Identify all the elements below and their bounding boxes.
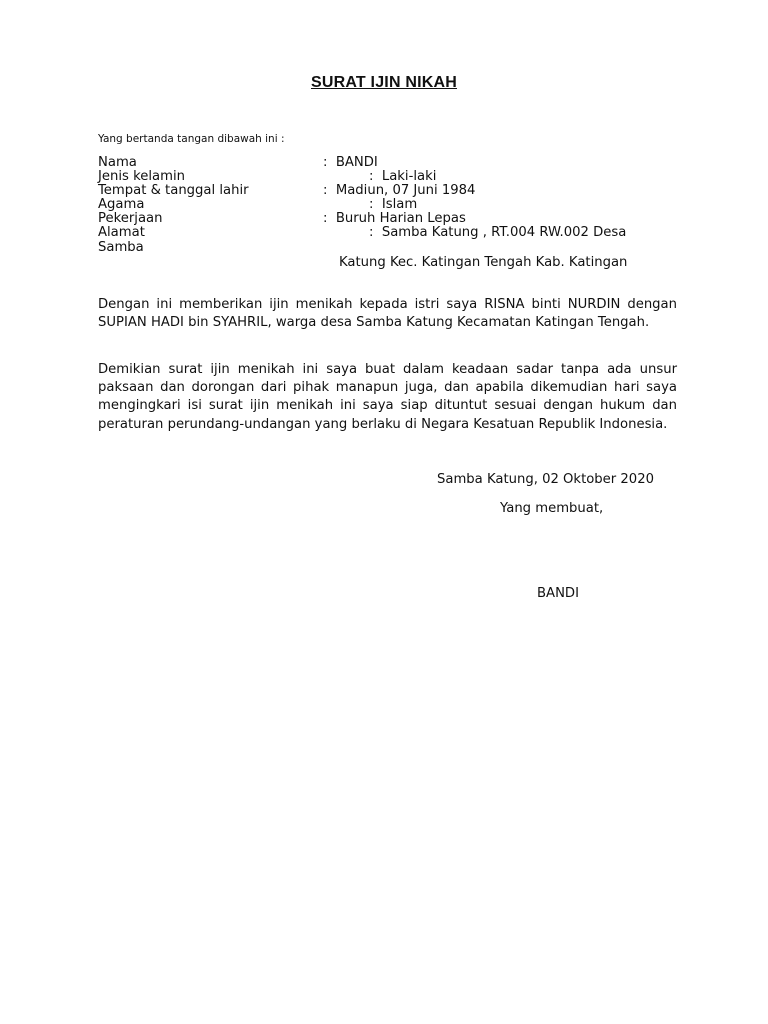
field-value: Laki-laki bbox=[381, 169, 437, 184]
field-separator: : bbox=[369, 169, 374, 184]
field-value: Madiun, 07 Juni 1984 bbox=[335, 183, 476, 198]
field-separator: : bbox=[369, 225, 374, 240]
field-value: Samba Katung , RT.004 RW.002 Desa bbox=[381, 225, 627, 240]
field-value-tempat-tanggal-lahir bbox=[323, 184, 475, 198]
field-value: Islam bbox=[381, 197, 418, 212]
statement-paragraph: Demikian surat ijin menikah ini saya buat dalam keadaan sadar tanpa ada unsur paksaan dan dorongan dari pihak manapun juga, dan apabila dikemudian hari saya mengingkari isi surat ijin menikah ini saya siap dituntut sesuai dengan hukum dan peraturan perundang-undangan yang berlaku di Negara Kesatuan Republik Indonesia. bbox=[98, 362, 677, 432]
field-value-agama bbox=[369, 198, 417, 212]
maker-label: Yang membuat, bbox=[500, 501, 604, 516]
field-value-nama bbox=[323, 156, 378, 170]
field-label-alamat: Alamat bbox=[98, 225, 145, 240]
permission-paragraph: Dengan ini memberikan ijin menikah kepada istri saya RISNA binti NURDIN dengan SUPIAN HADI bin SYAHRIL, warga desa Samba Katung Kecamatan Katingan Tengah. bbox=[98, 297, 677, 331]
field-label-nama: Nama bbox=[98, 155, 137, 170]
field-value: Buruh Harian Lepas bbox=[335, 211, 466, 226]
place-date: Samba Katung, 02 Oktober 2020 bbox=[437, 472, 654, 487]
field-label-jenis-kelamin: Jenis kelamin bbox=[98, 169, 185, 184]
field-label-pekerjaan: Pekerjaan bbox=[98, 211, 163, 226]
field-value-pekerjaan bbox=[323, 212, 466, 226]
field-label-tempat-tanggal-lahir: Tempat & tanggal lahir bbox=[98, 183, 249, 198]
field-separator: : bbox=[323, 183, 328, 198]
field-separator: : bbox=[323, 155, 328, 170]
field-separator: : bbox=[369, 197, 374, 212]
field-value-alamat bbox=[369, 226, 626, 240]
address-continued-text: Katung Kec. Katingan Tengah Kab. Katingan bbox=[339, 255, 628, 270]
field-separator: : bbox=[323, 211, 328, 226]
signer-name: BANDI bbox=[537, 586, 579, 601]
address-wrap-text: Samba bbox=[98, 240, 144, 255]
field-value: BANDI bbox=[335, 155, 378, 170]
field-value-jenis-kelamin bbox=[369, 170, 436, 184]
intro-text: Yang bertanda tangan dibawah ini : bbox=[98, 133, 285, 145]
letter-title: SURAT IJIN NIKAH bbox=[310, 74, 458, 91]
field-label-agama: Agama bbox=[98, 197, 145, 212]
